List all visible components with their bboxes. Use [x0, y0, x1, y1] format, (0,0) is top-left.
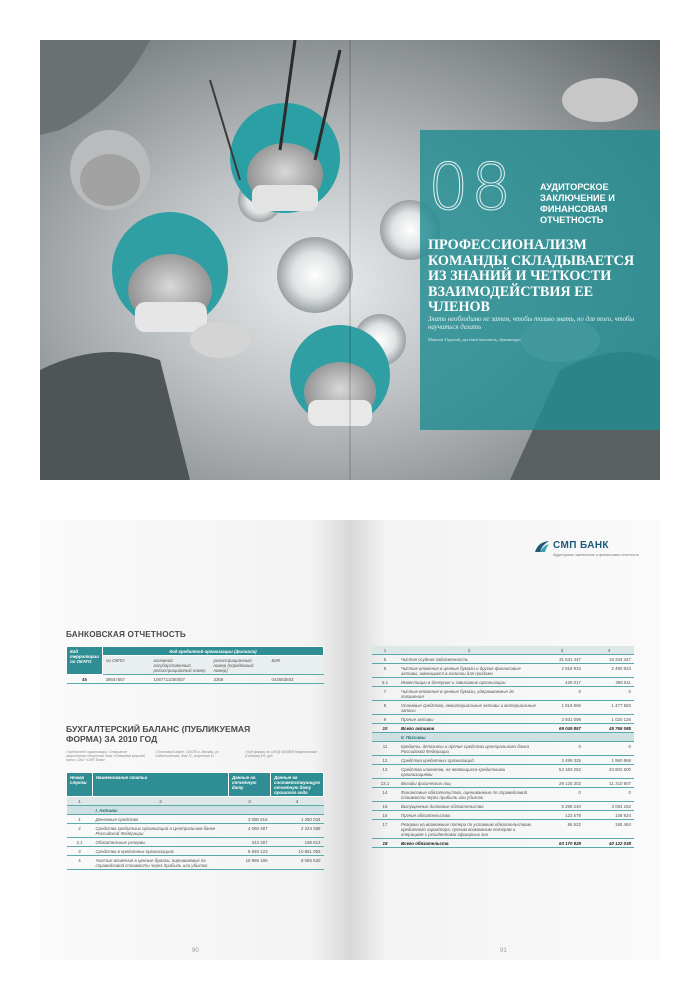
table-row [372, 701, 634, 715]
page-number-left: 90 [192, 948, 199, 954]
logo-subtitle: Аудиторское заключение и финансовая отчетность [553, 553, 639, 557]
cell-cur: 3 080 616 [229, 815, 271, 824]
cell-prev: 8 086 620 [271, 856, 324, 870]
logo-text: СМП БАНК [553, 540, 609, 551]
chapter-number: 08 [428, 151, 514, 225]
table-row [372, 779, 634, 788]
cell-prev: 10 851 053 [271, 847, 324, 856]
cell-name: Чистые вложения в ценные бумаги, удерживаемые до погашения [398, 687, 540, 701]
cell-n: 6 [372, 664, 398, 678]
balance-table-left [66, 772, 324, 870]
page-left [40, 520, 350, 960]
okato-table [66, 646, 324, 684]
cell-prev: 2 490 923 [584, 664, 634, 678]
cell-name: Чистые вложения в ценные бумаги, оцениваемые по справедливой стоимости через прибыль или убыток [93, 856, 229, 870]
surgeon-3 [290, 325, 390, 426]
cell-prev: 165 484 [584, 820, 634, 839]
th-bik: БИК [269, 656, 324, 675]
cell-prev: 1 280 034 [271, 815, 324, 824]
th-reg: регистрационный номер (порядковый номер) [211, 656, 269, 675]
cell-name: Прочие активы [398, 715, 540, 724]
report-spread [40, 520, 660, 960]
cell-name: Денежные средства [93, 815, 229, 824]
surgeon-4 [70, 130, 150, 210]
table-row [67, 838, 324, 847]
th-previous: Данные на соответствующую отчетную дату прошлого года [271, 773, 324, 797]
total-assets-row: 10 Всего активов 69 049 857 45 765 085 [372, 724, 634, 733]
table-row [372, 765, 634, 779]
cell-name: Средства кредитных организаций в Центральном банке Российской Федерации [93, 824, 229, 838]
cell-n: 4 [67, 856, 93, 870]
cell-cur: 2 931 098 [540, 715, 584, 724]
cell-name: Средства клиентов, не являющихся кредитными организациями [398, 765, 540, 779]
th-code-group: Код кредитной организации (филиала) [103, 647, 324, 656]
cell-n: 5 [372, 655, 398, 664]
cell-n: 9 [372, 715, 398, 724]
cell-prev: 396 811 [584, 678, 634, 687]
meta-form: • Код формы по ОКУД 0409806 Квартальная (Годовая) Ед. руб. [245, 750, 317, 758]
total-liabilities-row: 18 Всего обязательств 63 170 928 40 122 038 [372, 839, 634, 848]
chapter-title: АУДИТОРСКОЕ ЗАКЛЮЧЕНИЕ И ФИНАНСОВАЯ ОТЧЕТНОСТЬ [540, 182, 615, 225]
cell-cur: 54 183 262 [540, 765, 584, 779]
cell-cur: 1 818 966 [540, 701, 584, 715]
th-okpo: по ОКПО [103, 656, 151, 675]
cell-name: Чистая ссудная задолженность [398, 655, 540, 664]
table-row [67, 856, 324, 870]
cell-prev: 198 813 [271, 838, 324, 847]
table-row [67, 824, 324, 838]
cell-name: Финансовые обязательства, оцениваемые по справедливой стоимости через прибыль или убыток [398, 788, 540, 802]
cell-prev: 0 [584, 788, 634, 802]
chapter-panel [420, 130, 660, 430]
cell-cur: 29 125 302 [540, 779, 584, 788]
cell-cur: 343 287 [229, 838, 271, 847]
th-territory: Код территории по ОКАТО [67, 647, 103, 675]
cell-prev: 2 224 399 [271, 824, 324, 838]
table-row [372, 655, 634, 664]
cell-name: Кредиты, депозиты и прочие средства Центрального банка Российской Федерации [398, 742, 540, 756]
cover-spread [40, 40, 660, 480]
cell-cur: 66 522 [540, 820, 584, 839]
cell-n: 11 [372, 742, 398, 756]
cell-name: Резервы на возможные потери по условным обязательствам кредитного характера, прочим возможным потерям и операциям с резидентами офшорных зон [398, 820, 540, 839]
index-row: 1 2 3 4 [372, 646, 634, 655]
meta-org: • Кредитной организации: Открытое акционерное общество банк «Северный морской путь» ОАО «СМП Банк» [66, 750, 146, 762]
cell-n: 17 [372, 820, 398, 839]
cell-prev: 108 924 [584, 811, 634, 820]
cell-n: 2.1 [67, 838, 93, 847]
cell-cur: 6 849 123 [229, 847, 271, 856]
cell-prev: 11 310 907 [584, 779, 634, 788]
table-row [372, 820, 634, 839]
table-row [372, 802, 634, 811]
cell-prev: 1 960 868 [584, 756, 634, 765]
table-row [372, 788, 634, 802]
cell-prev: 1 020 126 [584, 715, 634, 724]
cell-cur: 4 050 487 [229, 824, 271, 838]
cell-n: 2 [67, 824, 93, 838]
meta-address: • Почтовый адрес: 115035 г. Москва, ул. Садовническая, дом 71, строение 11 [155, 750, 220, 758]
cell-name: Основные средства, нематериальные активы и материальные запасы [398, 701, 540, 715]
cell-n: 7 [372, 687, 398, 701]
table-row [372, 811, 634, 820]
bank-report-title: БАНКОВСКАЯ ОТЧЕТНОСТЬ [66, 630, 187, 639]
th-row-num: Номер строки [67, 773, 93, 797]
index-row: 1 2 3 4 [67, 797, 324, 806]
cell-name: Инвестиции в дочерние и зависимые организации [398, 678, 540, 687]
table-row [67, 815, 324, 824]
cell-n: 1 [67, 815, 93, 824]
cell-n: 6.1 [372, 678, 398, 687]
cell-n: 12 [372, 756, 398, 765]
cell-prev: 0 [584, 742, 634, 756]
cell-n: 3 [67, 847, 93, 856]
chapter-quote: Знать необходимо не затем, чтобы только знать, но для того, чтобы научиться делать [428, 316, 634, 331]
cell-prev: 34 802 500 [584, 765, 634, 779]
cell-n: 14 [372, 788, 398, 802]
section-row: I. Активы [67, 806, 324, 815]
cell-cur: 15 969 186 [229, 856, 271, 870]
table-row [372, 678, 634, 687]
cell-name: Выпущенные долговые обязательства [398, 802, 540, 811]
page-number-right: 91 [500, 948, 507, 954]
table-row [67, 847, 324, 856]
cell-prev: 0 [584, 687, 634, 701]
balance-title: БУХГАЛТЕРСКИЙ БАЛАНС (ПУБЛИКУЕМАЯ ФОРМА) ЗА 2010 ГОД [66, 724, 251, 744]
balance-table-right [372, 646, 634, 848]
cell-name: Средства в кредитных организациях [93, 847, 229, 856]
spread-fold [349, 40, 351, 480]
cell-cur: 3 499 325 [540, 756, 584, 765]
cell-prev: 18 334 347 [584, 655, 634, 664]
cell-prev: 1 477 583 [584, 701, 634, 715]
cell-n: 8 [372, 701, 398, 715]
th-ogrn: основной государственный регистрационный номер [151, 656, 211, 675]
cell-cur: 0 [540, 687, 584, 701]
cell-cur: 123 579 [540, 811, 584, 820]
table-row [372, 664, 634, 678]
page-right [350, 520, 660, 960]
th-current: Данные на отчетную дату [229, 773, 271, 797]
cell-name: Обязательные резервы [93, 838, 229, 847]
cell-cur: 31 531 447 [540, 655, 584, 664]
cell-n: 13.1 [372, 779, 398, 788]
chapter-headline: ПРОФЕССИОНАЛИЗМ КОМАНДЫ СКЛАДЫВАЕТСЯ ИЗ ЗНАНИЙ И ЧЕТКОСТИ ВЗАИМОДЕЙСТВИЯ ЕЕ ЧЛЕНОВ [428, 237, 635, 315]
cell-prev: 3 084 262 [584, 802, 634, 811]
cell-name: Чистые вложения в ценные бумаги и другие финансовые активы, имеющиеся в наличии для продажи [398, 664, 540, 678]
cell-n: 16 [372, 811, 398, 820]
table-row [372, 742, 634, 756]
table-row [372, 687, 634, 701]
section-row: II. Пассивы [372, 733, 634, 742]
cell-cur: 429 017 [540, 678, 584, 687]
cell-name: Средства кредитных организаций [398, 756, 540, 765]
cell-n: 15 [372, 802, 398, 811]
cell-name: Прочие обязательства [398, 811, 540, 820]
th-item-name: Наименование статьи [93, 773, 229, 797]
cell-name: Вклады физических лиц [398, 779, 540, 788]
cell-cur: 2 818 934 [540, 664, 584, 678]
surgeon-1 [112, 212, 228, 332]
okato-row: 45 38657657 1097711000007 3368 044583503 [67, 675, 324, 684]
cell-cur: 0 [540, 742, 584, 756]
quote-author: Максим Горький, русский писатель, драматург [428, 337, 521, 342]
table-row [372, 756, 634, 765]
smp-bank-logo-icon [534, 540, 550, 553]
cell-cur: 5 298 240 [540, 802, 584, 811]
table-row [372, 715, 634, 724]
cell-cur: 0 [540, 788, 584, 802]
cell-n: 13 [372, 765, 398, 779]
